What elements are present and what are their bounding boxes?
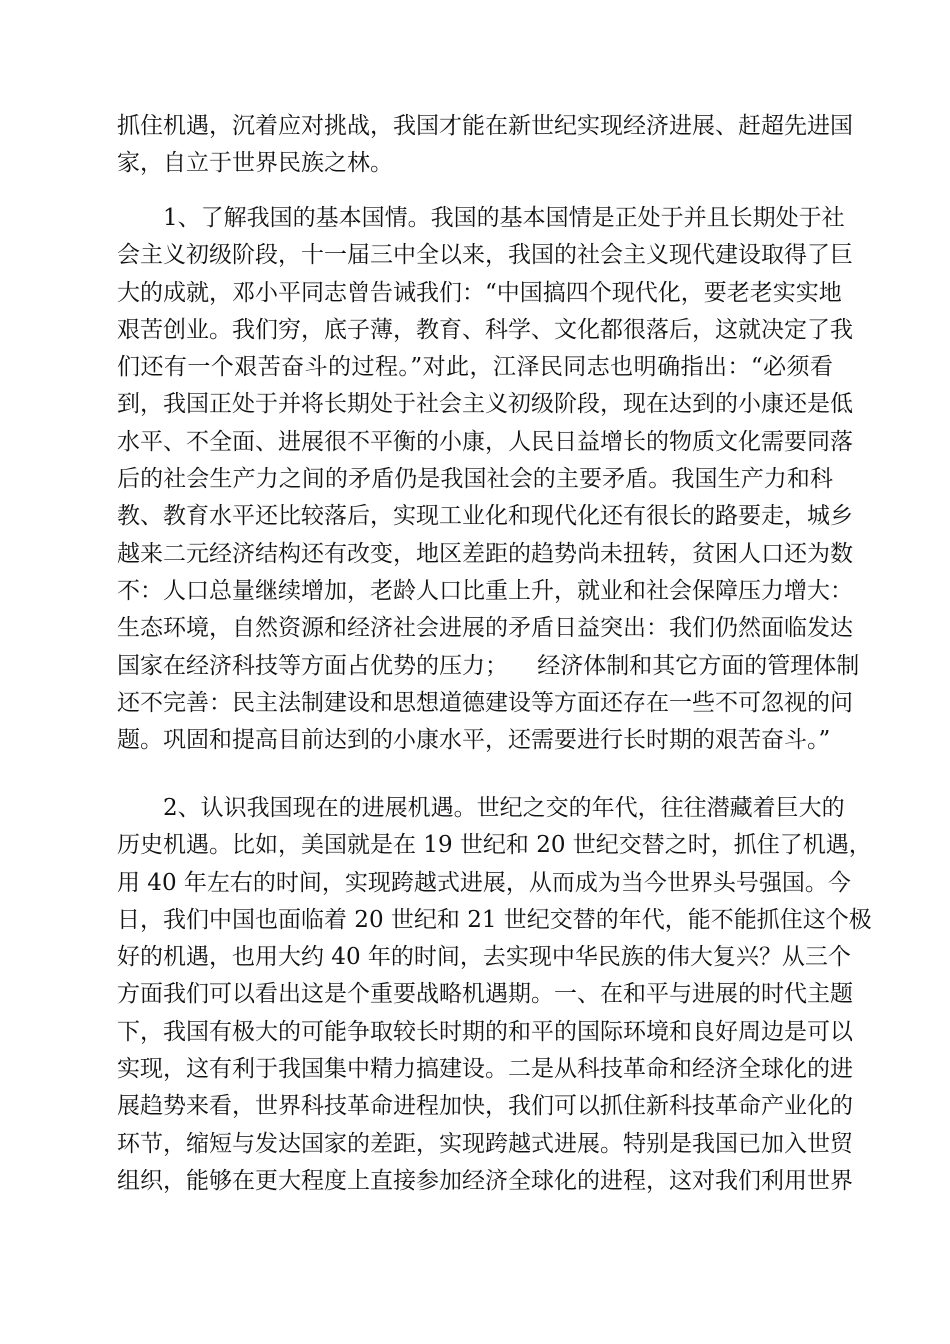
text-line: 历史机遇。比如，美国就是在 19 世纪和 20 世纪交替之时，抓住了机遇， [117, 832, 872, 859]
text-line: 后的社会生产力之间的矛盾仍是我国社会的主要矛盾。我国生产力和科 [117, 466, 833, 493]
text-line: 方面我们可以看出这是个重要战略机遇期。一、在和平与进展的时代主题 [117, 981, 853, 1008]
text-line: 生态环境，自然资源和经济社会进展的矛盾日益突出：我们仍然面临发达 [117, 615, 853, 642]
text-line: 不：人口总量继续增加，老龄人口比重上升，就业和社会保障压力增大： [117, 577, 853, 604]
text-line: 环节，缩短与发达国家的差距，实现跨越式进展。特别是我国已加入世贸 [117, 1130, 853, 1157]
text-line: 教、教育水平还比较落后，实现工业化和现代化还有很长的路要走，城乡 [117, 503, 853, 530]
text-line: 日，我们中国也面临着 20 世纪和 21 世纪交替的年代，能不能抓住这个极 [117, 906, 872, 933]
paragraph-basic-national-conditions [117, 200, 860, 759]
text-line: 家，自立于世界民族之林。 [117, 150, 393, 177]
text-line: 抓住机遇，沉着应对挑战，我国才能在新世纪实现经济进展、赶超先进国 [117, 113, 853, 139]
text-line: 水平、不全面、进展很不平衡的小康，人民日益增长的物质文化需要同落 [117, 428, 853, 455]
text-line: 题。巩固和提高目前达到的小康水平，还需要进行长时期的艰苦奋斗。” [117, 727, 831, 754]
paragraph-continuation [117, 108, 853, 183]
text-line: 实现，这有利于我国集中精力搞建设。二是从科技革命和经济全球化的进 [117, 1056, 853, 1083]
text-line: 们还有一个艰苦奋斗的过程。”对此，江泽民同志也明确指出：“必须看 [117, 354, 833, 381]
text-line: 到，我国正处于并将长期处于社会主义初级阶段，现在达到的小康还是低 [117, 391, 853, 418]
paragraph-development-opportunity [117, 790, 872, 1200]
text-line: 下，我国有极大的可能争取较长时期的和平的国际环境和良好周边是可以 [117, 1018, 853, 1045]
text-line: 大的成就，邓小平同志曾告诫我们：“中国搞四个现代化，要老老实实地 [117, 279, 842, 306]
text-line: 1、了解我国的基本国情。我国的基本国情是正处于并且长期处于社 [163, 205, 845, 231]
text-line: 用 40 年左右的时间，实现跨越式进展，从而成为当今世界头号强国。今 [117, 869, 851, 896]
text-line: 展趋势来看，世界科技革命进程加快，我们可以抓住新科技革命产业化的 [117, 1093, 853, 1120]
text-line: 越来二元经济结构还有改变，地区差距的趋势尚未扭转，贫困人口还为数 [117, 540, 853, 567]
text-line: 会主义初级阶段，十一届三中全以来，我国的社会主义现代建设取得了巨 [117, 242, 853, 269]
text-line: 还不完善：民主法制建设和思想道德建设等方面还存在一些不可忽视的问 [117, 689, 853, 716]
text-line: 艰苦创业。我们穷，底子薄，教育、科学、文化都很落后，这就决定了我 [117, 316, 853, 343]
text-line: 好的机遇，也用大约 40 年的时间，去实现中华民族的伟大复兴？从三个 [117, 944, 851, 971]
text-line: 国家在经济科技等方面占优势的压力； 经济体制和其它方面的管理体制 [117, 652, 860, 679]
text-line: 组织，能够在更大程度上直接参加经济全球化的进程，这对我们利用世界 [117, 1167, 853, 1194]
text-line: 2、认识我国现在的进展机遇。世纪之交的年代，往往潜藏着巨大的 [163, 795, 845, 821]
